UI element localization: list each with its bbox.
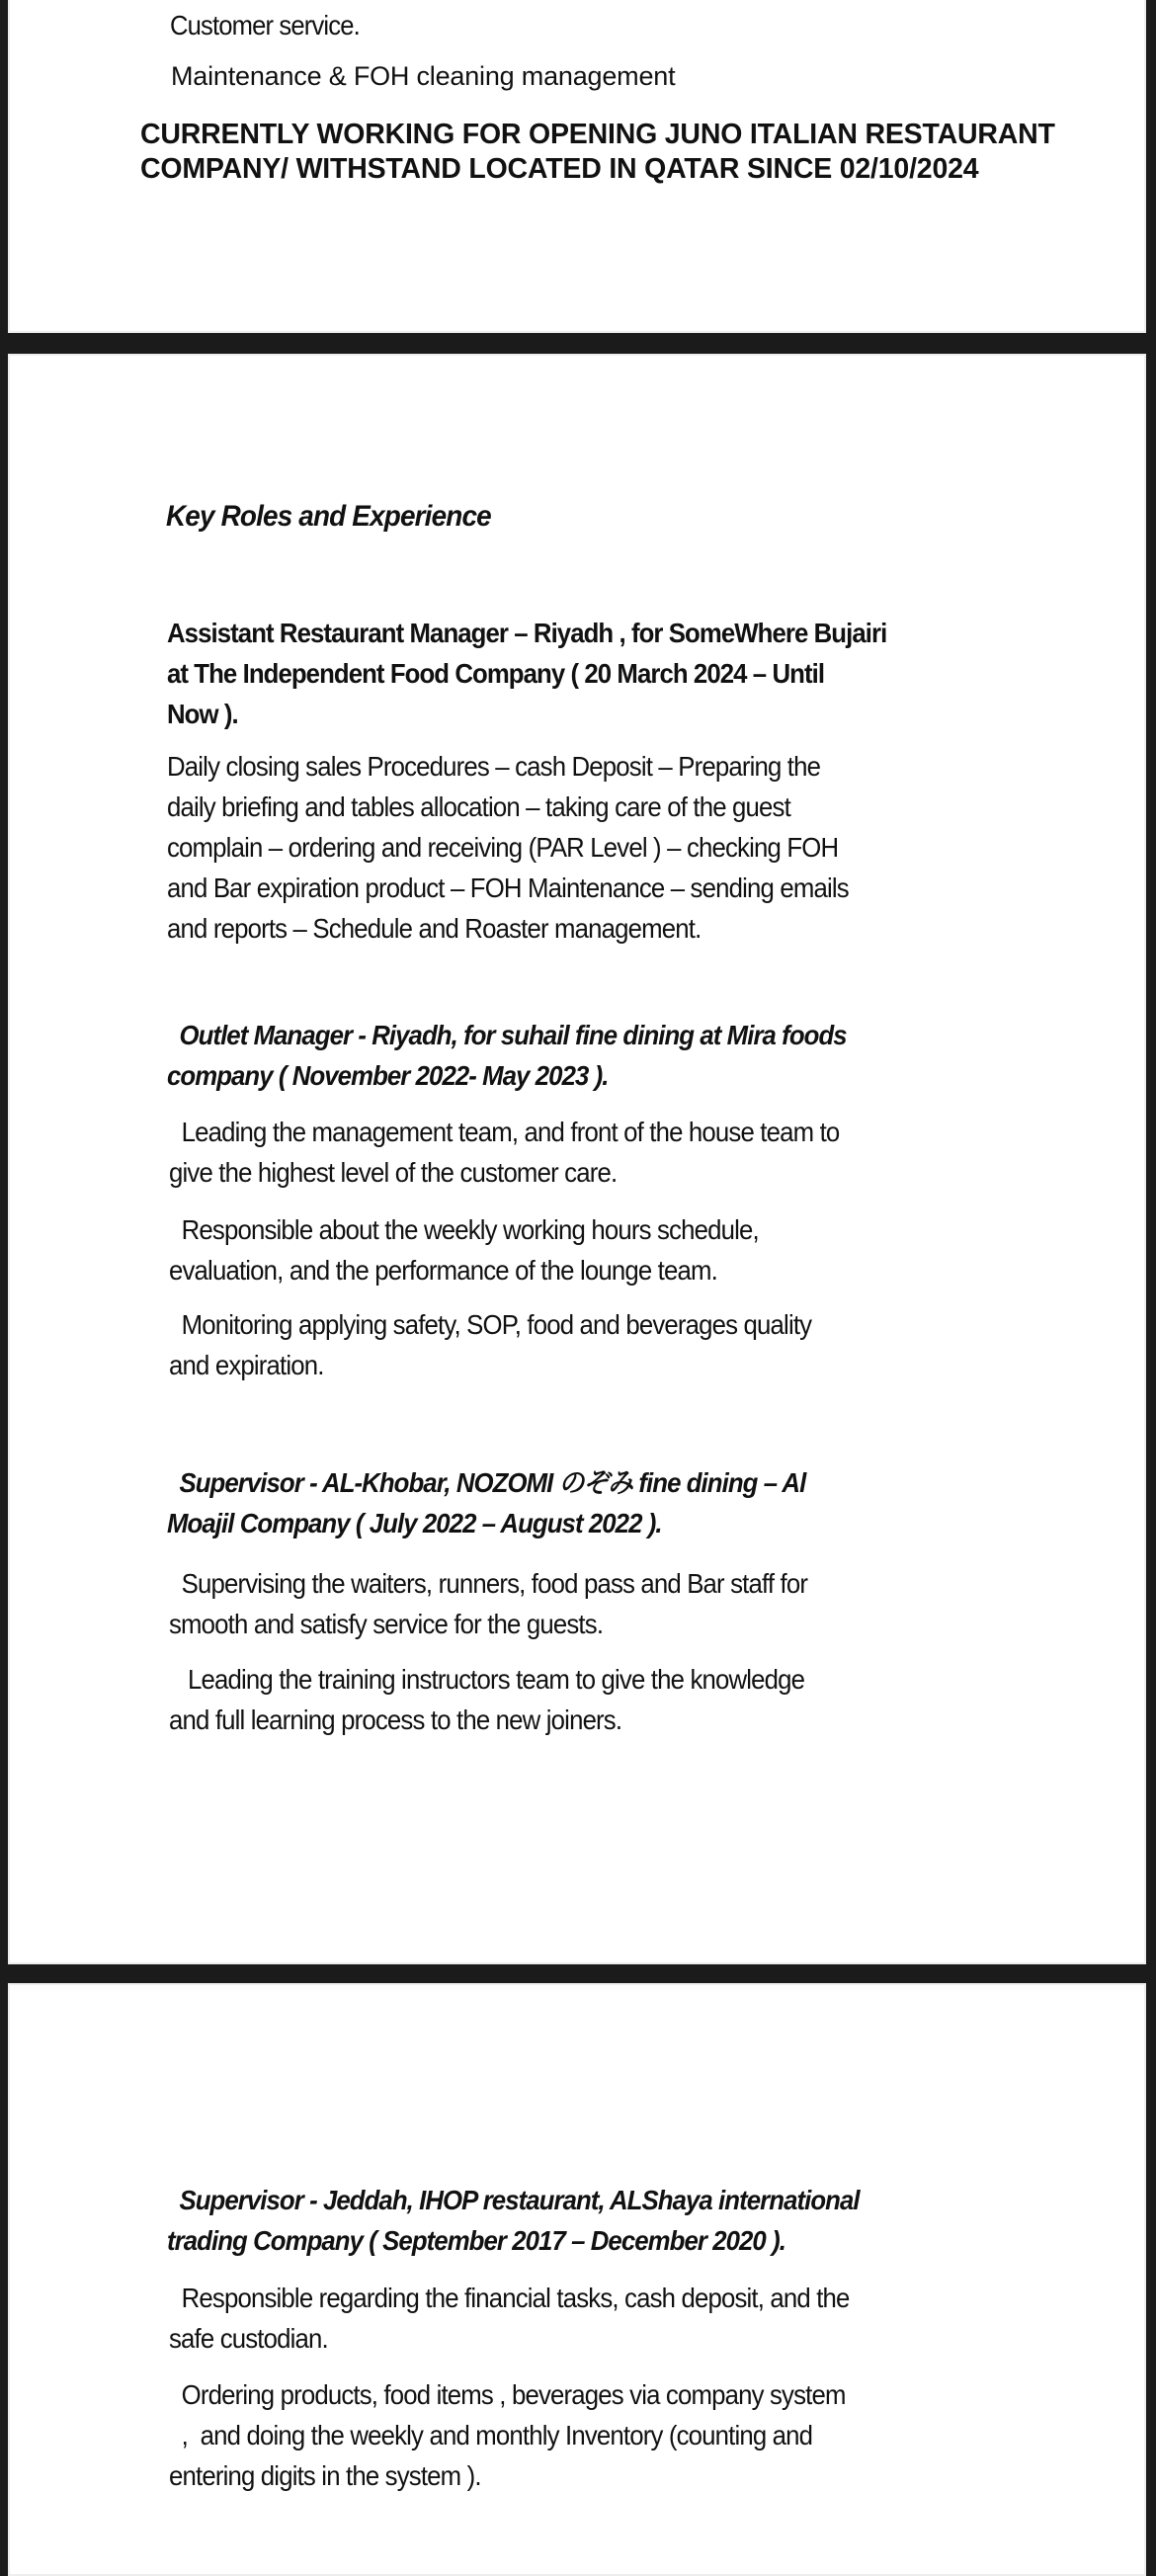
description-line: Monitoring applying safety, SOP, food and beverages quality bbox=[169, 1309, 812, 1340]
document-page-2 bbox=[8, 354, 1146, 1964]
current-work-line: COMPANY/ WITHSTAND LOCATED IN QATAR SINCE 02/10/2024 bbox=[140, 153, 979, 185]
role-heading bbox=[167, 2180, 985, 2261]
description-line: give the highest level of the customer care. bbox=[169, 1157, 618, 1188]
description-line: evaluation, and the performance of the lounge team. bbox=[169, 1255, 717, 1286]
skill-item: Maintenance & FOH cleaning management bbox=[171, 61, 676, 91]
role-description bbox=[167, 746, 985, 949]
skill-item: Customer service. bbox=[170, 10, 360, 41]
role-heading-line: Outlet Manager - Riyadh, for suhail fine dining at Mira foods bbox=[167, 1020, 847, 1050]
role-heading-line: Assistant Restaurant Manager – Riyadh , for SomeWhere Bujairi bbox=[167, 618, 887, 648]
role-heading bbox=[167, 1015, 985, 1096]
document-page-1 bbox=[8, 0, 1146, 333]
description-line: and Bar expiration product – FOH Maintenance – sending emails bbox=[167, 873, 849, 903]
role-heading-line: Supervisor - Jeddah, IHOP restaurant, ALShaya international bbox=[167, 2185, 860, 2215]
description-line: Responsible about the weekly working hours schedule, bbox=[169, 1214, 759, 1245]
description-line: daily briefing and tables allocation – taking care of the guest bbox=[167, 791, 790, 822]
description-line: and full learning process to the new joiners. bbox=[169, 1704, 622, 1735]
role-description bbox=[169, 1304, 987, 1385]
role-heading-line: at The Independent Food Company ( 20 March 2024 – Until bbox=[167, 658, 825, 689]
description-line: Responsible regarding the financial tasks, cash deposit, and the bbox=[169, 2283, 850, 2313]
description-line: Daily closing sales Procedures – cash Deposit – Preparing the bbox=[167, 751, 821, 782]
description-line: Supervising the waiters, runners, food pass and Bar staff for bbox=[169, 1568, 808, 1599]
description-line: Leading the management team, and front of the house team to bbox=[169, 1117, 840, 1147]
role-heading-line: Moajil Company ( July 2022 – August 2022 ). bbox=[167, 1508, 662, 1538]
description-line: and reports – Schedule and Roaster management. bbox=[167, 913, 702, 944]
role-description bbox=[169, 1563, 987, 1644]
section-title: Key Roles and Experience bbox=[166, 500, 491, 533]
role-description bbox=[169, 2374, 987, 2496]
document-page-3 bbox=[8, 1983, 1146, 2576]
role-heading-line: Now ). bbox=[167, 699, 238, 729]
role-heading-line: Supervisor - AL-Khobar, NOZOMI のぞみ fine dining – Al bbox=[167, 1467, 806, 1498]
description-line: smooth and satisfy service for the guests. bbox=[169, 1609, 604, 1639]
description-line: complain – ordering and receiving (PAR Level ) – checking FOH bbox=[167, 832, 839, 863]
description-line: Leading the training instructors team to give the knowledge bbox=[169, 1664, 805, 1695]
role-heading-line: company ( November 2022- May 2023 ). bbox=[167, 1060, 609, 1091]
role-description bbox=[169, 2278, 987, 2359]
role-description bbox=[169, 1209, 987, 1290]
description-line: entering digits in the system ). bbox=[169, 2460, 481, 2491]
role-heading bbox=[167, 1462, 985, 1543]
description-line: and expiration. bbox=[169, 1350, 324, 1380]
description-line: , and doing the weekly and monthly Inventory (counting and bbox=[169, 2420, 813, 2451]
description-line: safe custodian. bbox=[169, 2323, 328, 2354]
role-heading bbox=[167, 613, 985, 734]
description-line: Ordering products, food items , beverages via company system bbox=[169, 2379, 846, 2410]
current-work-statement bbox=[140, 118, 1055, 187]
role-heading-line: trading Company ( September 2017 – December 2020 ). bbox=[167, 2225, 785, 2256]
role-description bbox=[169, 1659, 987, 1740]
role-description bbox=[169, 1112, 987, 1193]
current-work-line: CURRENTLY WORKING FOR OPENING JUNO ITALIAN RESTAURANT bbox=[140, 119, 1055, 150]
